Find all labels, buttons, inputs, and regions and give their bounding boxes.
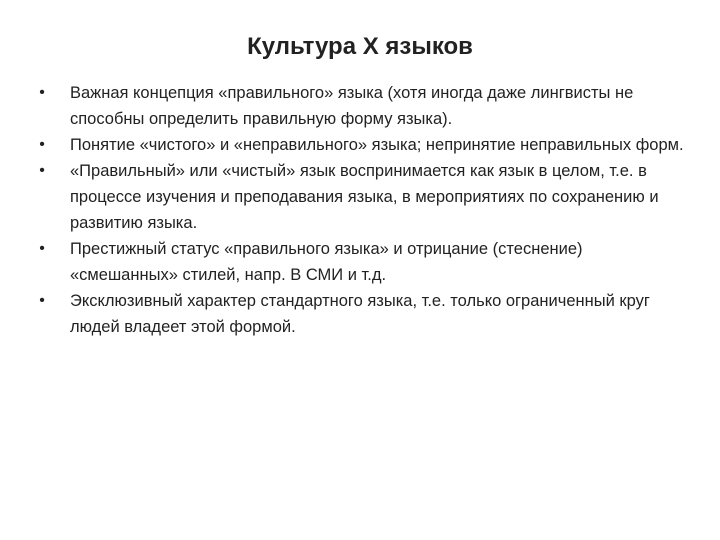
bullet-text: «Правильный» или «чистый» язык воспринимается как язык в целом, т.е. в процессе изучения и преподавания языка, в мероприятиях по сохранению и развитию языка. xyxy=(70,162,659,232)
bullet-text: Важная концепция «правильного» языка (хотя иногда даже лингвисты не способны определить правильную форму языка). xyxy=(70,84,634,128)
bullet-icon: • xyxy=(39,292,45,309)
bullet-icon: • xyxy=(39,240,45,257)
bullet-icon: • xyxy=(39,84,45,101)
slide-title: Культура Х языков xyxy=(247,33,473,60)
bullet-item xyxy=(36,132,684,158)
bullet-item xyxy=(36,236,684,288)
bullet-text: Престижный статус «правильного языка» и отрицание (стеснение) «смешанных» стилей, напр. В СМИ и т.д. xyxy=(70,240,583,284)
bullet-item xyxy=(36,80,684,132)
bullet-list xyxy=(36,80,684,340)
bullet-text: Эксклюзивный характер стандартного языка, т.е. только ограниченный круг людей владеет этой формой. xyxy=(70,292,650,336)
bullet-item xyxy=(36,158,684,236)
bullet-text: Понятие «чистого» и «неправильного» языка; непринятие неправильных форм. xyxy=(70,136,684,154)
bullet-icon: • xyxy=(39,136,45,153)
bullet-item xyxy=(36,288,684,340)
bullet-icon: • xyxy=(39,162,45,179)
